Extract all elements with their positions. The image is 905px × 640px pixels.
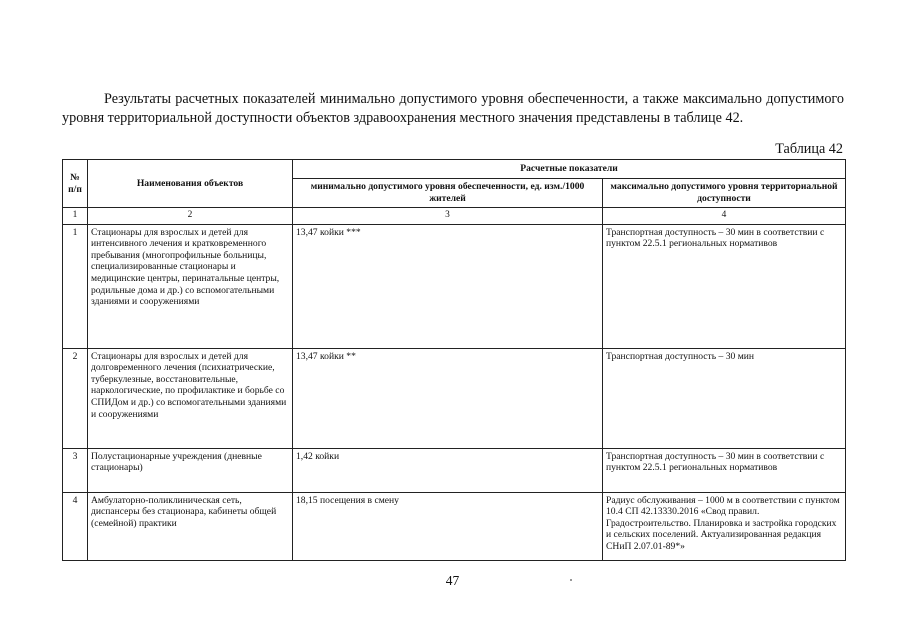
max-indicator: Радиус обслуживания – 1000 м в соответствии с пунктом 10.4 СП 42.13330.2016 «Свод правил. Градостроительство. Планировка и застройка городских и сельских поселений. Актуализированная редакция СНиП 2.07.01-89*»	[603, 492, 846, 560]
scan-speck	[570, 579, 572, 581]
row-number: 1	[63, 224, 88, 348]
header-min: минимально допустимого уровня обеспеченности, ед. изм./1000 жителей	[293, 179, 603, 208]
header-name: Наименования объектов	[88, 160, 293, 208]
table-row	[63, 448, 846, 492]
table-row	[63, 224, 846, 348]
header-group: Расчетные показатели	[293, 160, 846, 179]
header-max: максимально допустимого уровня территориальной доступности	[603, 179, 846, 208]
page-number: 47	[445, 573, 460, 588]
table-row	[63, 492, 846, 560]
indicators-table	[62, 159, 846, 561]
max-indicator: Транспортная доступность – 30 мин в соответствии с пунктом 22.5.1 региональных нормативов	[603, 224, 846, 348]
max-indicator: Транспортная доступность – 30 мин в соответствии с пунктом 22.5.1 региональных нормативов	[603, 448, 846, 492]
min-indicator: 13,47 койки ***	[293, 224, 603, 348]
object-name: Полустационарные учреждения (дневные стационары)	[88, 448, 293, 492]
column-number: 1	[63, 208, 88, 225]
min-indicator: 18,15 посещения в смену	[293, 492, 603, 560]
object-name: Стационары для взрослых и детей для долговременного лечения (психиатрические, туберкулезные, восстановительные, наркологические, по профилактике и борьбе со СПИДом и др.) со вспомогательными зданиями и сооружениями	[88, 348, 293, 448]
row-number: 4	[63, 492, 88, 560]
max-indicator: Транспортная доступность – 30 мин	[603, 348, 846, 448]
row-number: 2	[63, 348, 88, 448]
intro-text: Результаты расчетных показателей минимально допустимого уровня обеспеченности, а также максимально допустимого уровня территориальной доступности объектов здравоохранения местного значения представлены в таблице 42.	[62, 91, 844, 126]
min-indicator: 1,42 койки	[293, 448, 603, 492]
column-number: 4	[603, 208, 846, 225]
column-number: 3	[293, 208, 603, 225]
column-number: 2	[88, 208, 293, 225]
table-row	[63, 348, 846, 448]
min-indicator: 13,47 койки **	[293, 348, 603, 448]
header-num: № п/п	[63, 160, 88, 208]
column-numbers-row	[63, 208, 846, 225]
object-name: Амбулаторно-поликлиническая сеть, диспансеры без стационара, кабинеты общей (семейной) практики	[88, 492, 293, 560]
header-row-1	[63, 160, 846, 179]
object-name: Стационары для взрослых и детей для интенсивного лечения и кратковременного пребывания (многопрофильные больницы, специализированные стационары и медицинские центры, перинатальные центры, родильные дома и др.) со вспомогательными зданиями и сооружениями	[88, 224, 293, 348]
intro-paragraph	[62, 90, 844, 128]
row-number: 3	[63, 448, 88, 492]
table-caption: Таблица 42	[775, 141, 843, 157]
